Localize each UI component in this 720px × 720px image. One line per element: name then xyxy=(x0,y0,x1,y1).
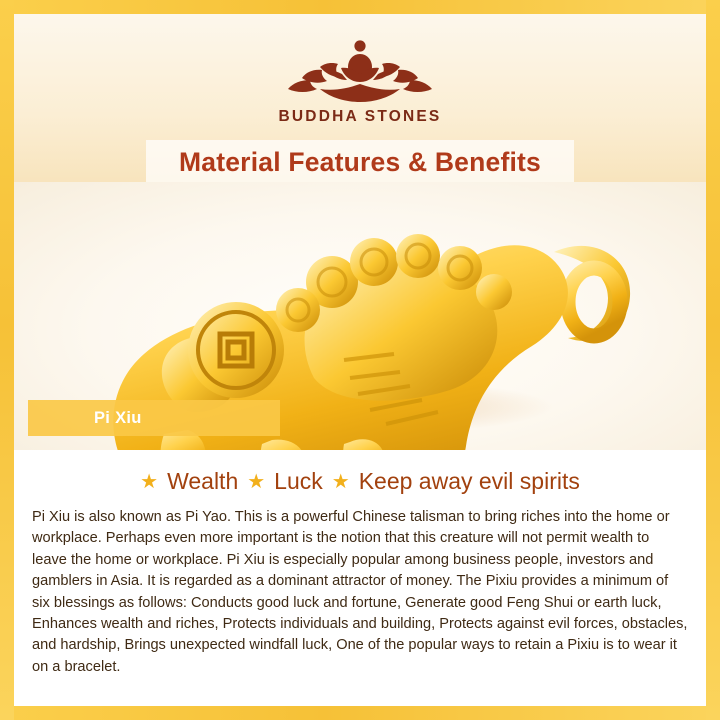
star-icon: ★ xyxy=(331,471,350,493)
benefit-item-3: Keep away evil spirits xyxy=(358,468,580,494)
description-section xyxy=(14,450,706,706)
brand-logo xyxy=(14,30,706,126)
frame-bottom-bar xyxy=(0,706,720,720)
description-paragraph: Pi Xiu is also known as Pi Yao. This is a powerful Chinese talisman to bring riches into the home or workplace. Perhaps even more important is the notion that this creature will not permit wealth to leave the home or workplace. Pi Xiu is especially popular among business people, investors and gamblers in Asia. It is regarded as a dominant attractor of money. The Pixiu provides a minimum of six blessings as follows: Conducts good luck and fortune, Generate good Feng Shui or earth luck, Enhances wealth and riches, Protects individuals and building, Protects against evil forces, obstacles, and hardship, Brings unexpected windfall luck, One of the popular ways to retain a Pixiu is to wear it on a bracelet. xyxy=(32,509,688,675)
benefit-item-2: Luck xyxy=(274,468,323,494)
lotus-meditation-icon xyxy=(280,30,440,104)
frame-right-bar xyxy=(706,0,720,720)
star-icon: ★ xyxy=(247,471,266,493)
header-section xyxy=(14,14,706,182)
brand-name: BUDDHA STONES xyxy=(278,108,442,125)
benefits-row xyxy=(32,468,688,495)
product-caption xyxy=(28,400,280,436)
frame-left-bar xyxy=(0,0,14,720)
benefit-item-1: Wealth xyxy=(167,468,239,494)
product-caption-text: Pi Xiu xyxy=(94,408,142,427)
frame-top-bar xyxy=(0,0,720,14)
page-title xyxy=(146,140,574,184)
star-icon: ★ xyxy=(140,471,159,493)
page-title-text: Material Features & Benefits xyxy=(179,146,541,177)
product-image xyxy=(14,182,706,450)
